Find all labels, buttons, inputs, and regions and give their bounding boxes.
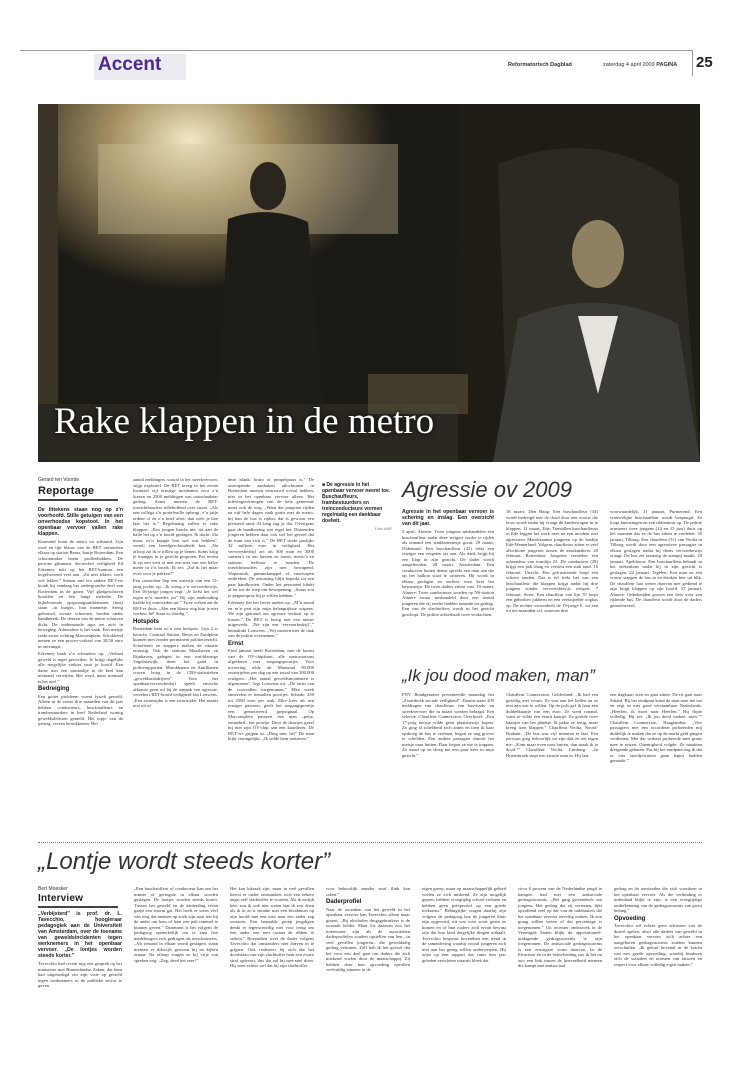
interview-col4-text: voor behoorlijk minder straf flink kan raken.”	[326, 886, 410, 897]
main-col2-p3: Rotterdam kent zo’n tien hotspots. Lijn 2 is berucht. Centraal Station, Beurs en Zuidplein kunnen niet zonder permanent politietoezicht. Scholieren en stappers maken de situatie onrustig. Ook de stations Maashaven en Rijnhaven, gelegen in een wat-bleurige Vogelaarwijk, doen het goed in politierapporten. Marokkanen en Antillianen scoren hoog in de CBS-statistieken „geweldsmisdrijven”. Voor het openbaarvervoerbedrijf speelt etnische afkomst geen rol bij de aanpak van agressie, verzekert RET-hoofd veiligheid Jan Louwens. „Een zwartrijder is een zwartrijder. Het maakt niet uit of	[133, 626, 218, 708]
main-col1	[38, 507, 123, 729]
interview-col6-text: circa 6 procent van de Nederlandse jeugd te kampen had met een antisociale gedragsstoornis. „Het ging grotendeels om jongens. Het gedrag dat zij vertonen, lijkt opvallend veel op dat van de raddraaiers die het openbaar vervoer onveilig maken. Ik zou graag willen weten of dat percentage is toegenomen.” Uit recenter onderzoek in de Verenigde Staten blijkt de oppositioneel-uitdagende gedragsstoornis te zijn toegenomen. De antisociale gedragsstoornis is een ernstigere vorm daarvan. In de Efractuur en in de beïnvloeding zou ik het nu zoo een link tussen de hoeveelheid mensen die kampt met antisociaal	[518, 886, 602, 968]
agressie-col2	[506, 509, 598, 616]
main-col1-p3: Een groter probleem vormt fysiek geweld. Alleen in de eerste drie maanden van dit jaar hebben conducteurs, buschauffeurs en trambestuurders in heel Nederland twintig geweldsdelicten gemeld. Het topje van de ijsberg, vrezen betrokkenen. Het	[38, 693, 123, 726]
interview-col7-text2: Tavecchio wil echter geen adviezen van de duivel spelen, alsof alle daders van geweld in het openbaar vervoer zich achter een aangeboren gedragsstoornis zouden kunnen verschuilen. „Ik geloof bovenal in de kracht van een goede opvoeding, waarbij kinderen zich de waarden en normen van fatsoen en respect voor elkaar volledig eigen maken.”	[614, 923, 702, 967]
interview-col4	[326, 886, 410, 975]
interview-col3-text: Het kan lukraak zijn, maar in veel gevallen heerst er onder omstanders toch een zekere angst zelf slachtoffer te worden. Als ik eerlijk ben, zou ik ook niet weten wat ik zou doen als ik in zo’n situatie met een bivakmuts op zijn hoofd met een mes naar een ander zag zwaaien. Een bepaalde groep jeugdigen denkt er tegenwoordig niet voor terug om een ander een mes tussen de ribben te steken.” Bovendien weet de dader volgens Tavecchio dat omstanders niet durven in te grijpen. Ook realiseert hij zich dat het doodslaan van zijn slachtoffer hem een zware straf oplevert, dus dat zal hij niet snel doen. Hij weet echter wel dat hij zijn slachtoffer	[230, 886, 314, 968]
masthead	[20, 44, 720, 82]
issue-date	[603, 62, 677, 68]
quotes-col3-text: een dagkaart zien en gaat zitten. De rit gaat naar Sittard. Bij het eindpunt komt de man naar me toe en zegt in niet goed verstaanbaar Nederlands: „Heerlen, ik moet naar Heerlen.” Hij flipte volledig. Hij zei: „Ik jou dood maken, man.”” Chauffeur Connexxion, Haaglanden: „Vier passagiers met een accordeon probeerden mij duidelijk te maken dat ze op de markt geld gingen verdienen. Met dat verhaal probeerde mee gratis mee te reizen. Ouemigheid volgde. Ze maakten dreigende gebaren. Pas bij het eindpunt zag ik dat er vier stoeltjesruiten gaan kapot hadden gemaakt.”	[610, 692, 702, 763]
quotes-col1-text: FNV Bondgenoten presenteerde maandag het „Zwartboek sociale veiligheid”. Daarin staan 209 meldingen van chauffeurs van bus-stads- en streekvervoer die in maart werden belaagd. Een selectie. Chauffeur Connexxion, Overijssel: „Een 17-jarig meisje wilde geen plaatsbewijs kopen. Zo ging al scheldend toch zitten en toen ik haar opdroeg de bus te verlaten, begon ze nog grover te schelden. Een andere passagier duwde het meisje naar buiten. Daar begon ze me te trappen. Ze stond op en sloeg me een paar keer in mijn gezicht.”	[402, 692, 494, 758]
main-col3-p2: Erkemey liet het liever anders op. „M’n mond en m’n pen zijn mijn belangrijkste wapens. We zijn getraind om agressie verbaal op te lossen.” De RET is bezig met een nieuw uitgewerkt. „We zijn een ‘vervoerbedrijf’,” benadrukt Louwens. „Wij moeten niet de taak van de politie overnemen.”	[228, 600, 314, 638]
main-article	[38, 477, 314, 832]
section-title: Accent	[98, 54, 162, 75]
agressie-heading: Agressie ov 2009	[402, 477, 572, 502]
interview-col4-text2: Naar de oorzaken van het geweld in het openbaar vervoer kan Tavecchio alleen maar gissen. „Bij alcoholen drugsgebruikers is de oorzaak helder. Maar los daarvan zou het interessant zijn als de autoriteiten daderprofielen zouden opstellen van hen –in veel gevallen jongeren– die geweldadig gedrag vertonen. Zelf heb ik het gevoel dat het voor een deel gaat om daders die zich miskend voelen door de maatschappij. Zij hebben door hun opvoeding opvallen veelvuldig aanzien in de	[326, 906, 410, 972]
quotes-box	[402, 666, 702, 832]
interview-col1	[38, 886, 122, 991]
quotes-col1	[402, 692, 494, 760]
main-kicker: Reportage	[38, 485, 95, 497]
interview-article	[38, 848, 702, 1058]
caption-text	[322, 482, 392, 524]
page-label: PAGINA	[656, 62, 678, 68]
interview-col7-text: gedrag en de toestanden die zich voordoen in het openbaar vervoer. Als die verbinding er inderdaad blijkt te zijn, is een vroegtijdige onderkenning van de gedragsstoornis van groot belang.”	[614, 886, 702, 913]
interview-col2	[134, 886, 218, 965]
main-col1-p2: Erkemey haalt z’n schouders op. „Verbaal geweld is regel geworden. Je krijgt dagelijks alle mogelijke ziektes naar je hoofd. Een dame met een sandaaltje in de keel kan niemand verwijten. Het werd, maar normaal is het niet.”	[38, 651, 123, 684]
main-col3	[228, 477, 314, 744]
interview-kicker-rule	[38, 906, 118, 908]
main-col2-p1: aantal meldingen, vooral in het streekvervoer, stijgt explosief. De RET kreeg in het eerste kwartaal vijf ernstige incidenten voor z’n kiezen en 2500 meldingen van ontoelaatbaar gedrag. Soms moeten de RET-toezichthouders rollebollend over straat. „Als een collega z’n portefeuille opbergt, z’n jasje ordent of en z’n brief afset, dan weet je hoe laat het is.” Regelmatig vallen er rake klappen. „Een jongen bracht me, tot aan de halte het op z’n hoofd geslagen. Ik dacht: Sla maar, m’n koppie kan wel wat hebben”, vertelt een breedgeschouderde boa. „Na afloop zat ik te trillen op je benen. Soms krijg je traangas in je gezicht gespoten. Pas recent ik op een vent af met een mes van een halve meter in z’n broek. Ik zei: „Zal ik het maar even voor je pakken?”	[133, 477, 218, 576]
masthead-rule	[20, 50, 700, 51]
caption-square-icon: ■	[322, 482, 327, 488]
quotes-col2-text: Chauffeur Connexxion, Gelderland: „Ik had een gezellig met vrouw. Ze was aan het bellen en ze niet aan wat te willen. Op de pols gaf ik haar een dubbelkaartje van een euro. Ze werd ronaud, want ze wilde een eenrit kaartje. Ze gooide twee kaartjes van het plankje. Ik pakte ze terug, maar kreeg toen klappen.” Chauffeur Veolia, Noord-Brabant: „De bus was vijf minuten te laat. Eén persoon ging behoorlijk uit zijn dak en zei tegen me: „Kom maar even naar buiten, dan maak ik je dood.”” Chauffeur Veolia, Limburg: „In Hoensbroek stapt een zwarte man in. Hij laat	[506, 692, 598, 758]
main-lead: De littekens staan nog op z’n voorhoofd. Stille getuigen van een onverhoedse kopstoot. In het openbaar vervoer vallen rake klappen.	[38, 507, 123, 537]
quotes-col2	[506, 692, 598, 760]
date-text: zaterdag 4 april 2009	[603, 62, 655, 68]
newspaper-name: Reformatorisch Dagblad	[508, 62, 572, 68]
interview-sub-opvoeding: Opvoeding	[614, 915, 646, 922]
main-col1-p1: Knarsend komt de metro tot stilstand. Lijn rood en lijn blauw van de RET ontmoeten elkaar op station Beurs, hartje Rotterdam. Een schoonmaker boent prullenbakken. De perrons glimmen. Sectiechef veiligheid Ed Erkemey tokt op het RET-kantoor een kogelwerend vest aan. „Zit niet lekker, voelt wel lekker.” Samen met ten andere RET-ers houdt hij vandaag het ondergrondse deel van Rotterdam in de gaten. Vijf gladgeschoren hoofden en één lange melodie. De bijbehorende opsporingsambtenaren (boa) staan –in burger– hun mannetje. Sterig gebouwd, zwarte schoenen, borden onder handbereik. De deuren van de metro schuiven dicht. De ondernaarde rups zet zich in beweging. Adrenaline is het vaak. Een meisje raakt zwart richting Marconiplein. Schokkend nemen ze een proces-verbaal van 38,50 euro in ontvangst.	[38, 539, 123, 649]
kicker-rule	[38, 499, 118, 501]
interview-col2-text: „Een buschauffeur of conducteur kan om het minste of geringste in elkaar worden geslagen. De lontjes worden steeds korter. Tussen het geweld en de aanleiding ervan gaapt een enorm gat. Het heeft er soms veel van weg dat mensen op zoek zijn naar iets bij de ander om hem of haar een pak rammel te kunnen geven.” Daarnaast is het volgens de pedagoog opmerkelijk om te zien hoe medeburgers zich gedragen als toeschouwers. „Als iemand in elkaar wordt geslagen, staan mensen er dikwijls gewoon bij en kijken ernaar. Na afloop vragen ze bij vrije van spreken nog: „Zeg, deed het zeer?”	[134, 886, 218, 963]
main-byline: Gerard ten Voorde	[38, 477, 80, 483]
agressie-col3	[610, 509, 702, 610]
interview-kicker: Interview	[38, 893, 84, 904]
quotes-col3	[610, 692, 702, 766]
interview-sub-daderprofiel: Daderprofiel	[326, 899, 362, 905]
photo-headline: Rake klappen in de metro	[54, 401, 435, 442]
main-col3-p3: Eind januari heeft Rotterdam, met de komst van de OV-chipkaart, alle metrostations afgesloten met toegangspoortjes. Voor invoering telde de Maasstad 90.000 zwartrijders per dag op een totaal van 300.000 reizigers. „Het aantal geweldsincidenten is afgenomen”, legt Louwens uit. „De ernst van de voorvallen toegenomen.” Elke week sneuvelen er tientallen poortjes. Schade: 250 tot 2500 euro per stuk. Elke keer als een reiziger passeert, geeft het toegangspoortje een gemotiveerd piepsignaal. Op Marconiplein passeert een man –petje, zonnebril– het poortje. Door de deurtjes gezel hij niet zijn OV-chip aan een kaartlezer. De RET’ers grijpen in. „Ding niet, hè!” De man kijkt verongelijkt. „Ik wilde hem trakteren.”	[228, 648, 314, 741]
interview-col5	[422, 886, 506, 965]
interview-byline: Bert Moesker	[38, 886, 68, 892]
main-sub-ernst: Ernst	[228, 640, 244, 647]
main-sub-bedreiging: Bedreiging	[38, 686, 70, 692]
interview-col1-text: Tavecchio had recent nog een gesprek op het ministerie met Binnenlandse Zaken, dat hem had uitgenodigd om zijn visie op geweld tegen werknemers in de publieke sector te geven.	[38, 961, 122, 988]
agressie-box	[402, 477, 702, 657]
interview-col5-text: eigen groep, maar op maatschappelijk gebied voelen ze zich miskend. Ze zijn mogelijk gepest, hebben vroegtijdig school verlaten en hebben geen perspectief op een goede toekomst.” Belangrijke vragen daarbij zijn volgens de pedagoog hoe de jongeren thuis zijn opgevoed, uit wat voor soort gezin ze komen en of hun ouders zich ervan bewust zijn dat hun kind dergelijke dingen uithaalt. Tavecchio bespeurt bovendien een trend in de samenleving waarbij vooral jongeren zich niet aan het gezag willen onderwerpen. Hij wijst op een rapport dat ruim tien jaar geleden verscheen waaruit bleek dat	[422, 886, 506, 963]
agressie-col3-text: voorwaardelijk. 31 januari, Purmerend: Een vrouwelijke buschauffeur wordt bespuugd. Ze loopt kneuzingen en een ribbentuur op. De politie arresteert twee jongens (14 en 15 jaar) thuis op het moment dat ze de bus zitten te verdelen. 30 januari, Tilburg: Een chauffeur (51) van Veolia in Tilburg wordt door een agressieve passagier in elkaar geslagen nadat hij diens vervoerbewijs vraagt. De bus zet onrustig de stampij maakt. 29 januari, Apeldoorn: Een buschauffeur belandt in het ziekenhuis nadat hij in zijn gezicht is geslagen. 22 januari, Tegelen: Een man en een vrouw stappen de bus in en drinken bier uit blik. De chauffeur laat weten daarvan niet gediend te zijn krijgt klappen op zijn hoofd. 17 januari, Almere: Onbekenden gooien een fiets voor een rijdende bus. De chauffeur wordt door de daders gemolesteerd.	[610, 509, 702, 608]
agressie-col2-text: 18 maart, Den Haag: Een buschauffeur (34) wordt bedreigd met de dood door een vrouw die boos wordt nadat hij vraagt de kinderwagen in te klappen. 11 maart, Ede: Tientallen buschauffeurs in Ede leggen het werk neer na een incident met agressieve Marokkaanse jongeren op de buslijn Ede-Wenterland. Volgens chauffeurs zitten er veel allochtone jongeren tussen de amokmakers. 20 februari, Rotterdam: Jongeren vernielen een achterdeur van tramlijn 23. De conducteur (28) krijgt een pak slaag en verliest een stuk tand. 16 februari, Utrecht: Een gefrustreerde loopt een schoen tanden. Dat is fel trekt het van een buschauffeur die klappen krijgt nadat hij drie jongens zonder vervoersbewijs weigert. 7 februari, Soest: Een chauffeur van lijn 70 loopt een gebroken jukbeen en een verbrijzelde oogkas op. De rechter veroordeelt de 19-jarige E. tot een tot ten maanden cel, waarvan drie	[506, 509, 598, 613]
main-col3-p1: deze blank, bruin of pimpelpaars is.” De ontwapende aanhaken allochtonen in Rotterdam moeten vertrouwd overal hebben, niet in het openbaar vervoer alleen. Het inlevingsvermogen van de hele gemeente moet ook de weg. „Want die jongeren rijden na vijf hele dagen vaak gratis met de metro, hij kan de bus is rijden, dat is gewoon een pleisterd rand. Al lang zag je dat. Overigens gaat de handhaving wat regel het. Duizenden jongeren hebben daar ook wel het gevoel dat de tram van zich is.” De RET strekt jaarlijks 32 miljoen euro in veiligheid. Het vervoersbedrijf zet als 300 man en 3000 camera’s in om bussen en trams, metro’s en stations leefbaar te houden. De toezichthouders zijn niet bewapend. Wapenstok, gummiknuppel of vuurwapen ontbreken. De uitrusting blijft beperkt tot een paar handboeien. Onder het personeel blinkt af en toe de roep om bewapening. „Soms zou je pepperspray bij je willen hebben.”	[228, 477, 314, 598]
agressie-col1-text: 2 april, Almere: Twee jongens mishandelen een buschauffeur nadat deze weigert verder te rijden als iemand een stinkbommetje gooit. 29 maart, Oldenzaal: Een buschauffeur (42) reikt een reiziger een vergeten tas aan. Als dank krijgt hij een klap in zijn gezicht. De dader wordt aangehouden. 28 maart, Amsterdam: Een conducteur buiten dienst spreekt een man aan die op het balkon staat te urineren. Hij wordt in elkaar geslagen en verliest twee keer het bewustzijn. De twee daders zitten vast. 19 maart, Almere: Twee conducteurs worden op NS-station Almere zwaar mishandeld door een tiental jongeren die zij eerder hadden maande tot gedrag. Een van de slachtoffers wordt in het gezicht geschopt. De politie achterhaalt twee verdachten.	[402, 529, 494, 617]
caption-credit: Foto ANP	[374, 526, 392, 531]
page-number: 25	[696, 54, 713, 71]
quotes-heading: „Ik jou dood maken, man”	[402, 666, 595, 685]
section-divider	[38, 842, 702, 843]
interview-heading: „Lontje wordt steeds korter”	[38, 848, 331, 875]
interview-col7	[614, 886, 702, 969]
interview-col3	[230, 886, 314, 971]
agressie-col1	[402, 509, 494, 619]
agressie-intro: Agressie in het openbaar vervoer is schering en inslag. Een overzicht van dit jaar.	[402, 509, 494, 527]
lead-photo	[38, 104, 700, 462]
caption-body: De agressie in het openbaar vervoer neemt toe. Buschauffeurs, trambestuurders en treinconducteurs vormen regelmatig een dankbaar doelwit.	[322, 482, 391, 524]
main-col2-p2: Een controleur liep een watertje van een 15-jarig jochie op. „Ik vroeg z’n vervoerbewijs. Een 16-jarige jongen zegt: „Je liefst het wel tegen m’n moeder, jat” Bij zijn aanhouding haalde hij ontevreden uit.” Twee weken zat de RET-er thuis. „Met een blauw oog kun je niet werken, hè! Staat zo slordig.”	[133, 578, 218, 616]
interview-lead: „Verbijsterd” is prof. dr. L. Tavecchio, hoogleraar pedagogiek aan de Universiteit van Amsterdam, over de toename van geweldsincidenten tegen werknemers in het openbaar vervoer. „De lontjes worden steeds korter.”	[38, 911, 122, 959]
photo-caption	[322, 482, 392, 531]
interview-col6	[518, 886, 602, 971]
main-sub-hotspots: Hotspots	[133, 618, 159, 625]
main-col2	[133, 477, 218, 711]
